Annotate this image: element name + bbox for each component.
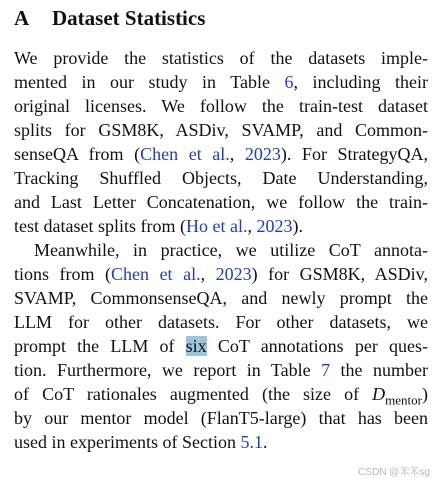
text-line: Meanwhile, in practice, we utilize CoT annota-	[34, 240, 428, 260]
text-line: of CoT rationales augmented (the size of $D_{mentor}$)	[14, 384, 428, 408]
watermark: CSDN @苯苯sg	[358, 467, 430, 478]
text-line: prompt the LLM of six CoT annotations per ques-	[14, 336, 428, 356]
citation-year-link[interactable]: 2023	[244, 144, 281, 164]
text-line: used in experiments of Section 5.1.	[14, 432, 268, 452]
text-line: tions from (Chen et al., 2023) for GSM8K, ASDiv,	[14, 264, 429, 284]
text-line: LLM for other datasets. For other datasets, we	[14, 312, 428, 332]
text-line: mented in our study in Table 6, including their	[14, 72, 428, 92]
citation-link[interactable]: Chen et al.	[111, 264, 201, 284]
table-ref-link[interactable]: 7	[321, 360, 331, 380]
text-line: We provide the statistics of the datasets imple-	[14, 48, 428, 68]
text-line: test dataset splits from (Ho et al., 2023).	[14, 216, 303, 236]
text-line: Tracking Shuffled Objects, Date Understanding,	[14, 168, 428, 188]
table-ref-link[interactable]: 6	[284, 72, 294, 92]
text-line: by our mentor model (FlanT5-large) that has been	[14, 408, 428, 428]
text-line: splits for GSM8K, ASDiv, SVAMP, and Common-	[14, 120, 428, 140]
section-heading	[14, 4, 205, 32]
text-line: and Last Letter Concatenation, we follow the train-	[14, 192, 428, 212]
text-line: senseQA from (Chen et al., 2023). For StrategyQA,	[14, 144, 428, 164]
citation-year-link[interactable]: 2023	[256, 216, 293, 236]
section-number: A	[14, 6, 30, 30]
citation-link[interactable]: Chen et al.	[140, 144, 230, 164]
math-d-mentor: $D_{mentor}$	[372, 384, 422, 408]
text-line: tion. Furthermore, we report in Table 7 the number	[14, 360, 428, 380]
section-title: Dataset Statistics	[52, 6, 206, 30]
citation-link[interactable]: Ho et al.	[185, 216, 248, 236]
citation-year-link[interactable]: 2023	[215, 264, 252, 284]
highlighted-word: six	[185, 336, 207, 356]
section-ref-link[interactable]: 5.1	[240, 432, 263, 452]
text-line: original licenses. We follow the train-test dataset	[14, 96, 428, 116]
text-line: SVAMP, CommonsenseQA, and newly prompt the	[14, 288, 428, 308]
